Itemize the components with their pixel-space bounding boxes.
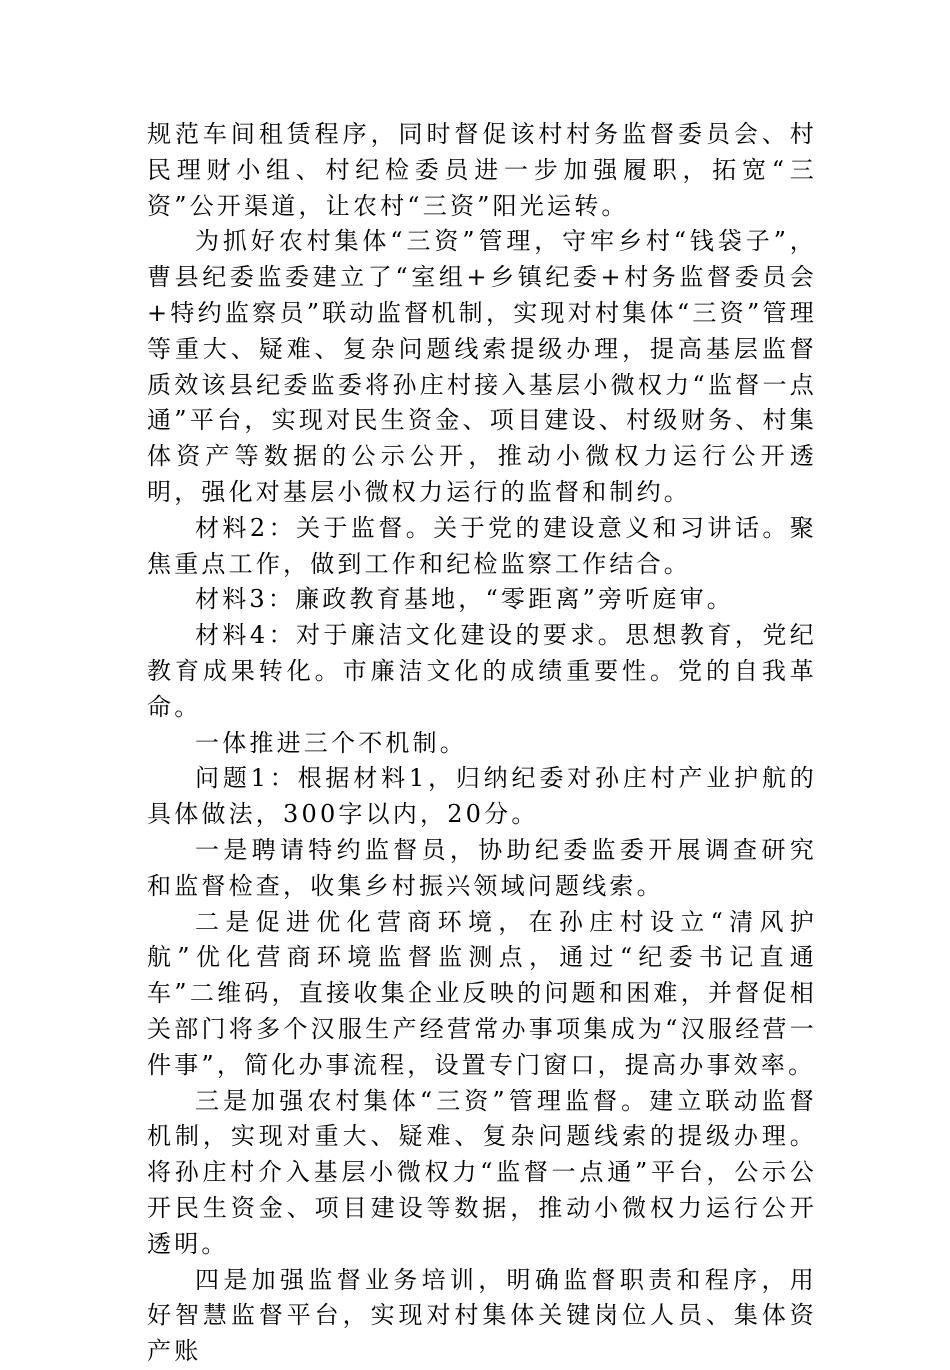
paragraph: 为抓好农村集体“三资”管理，守牢乡村“钱袋子”，曹县纪委监委建立了“室组+乡镇纪委+村务监督委员会+特约监察员”联动监督机制，实现对村集体“三资”管理等重大、疑难、复杂问题线索提级办理，提高基层监督质效该县纪委监委将孙庄村接入基层小微权力“监督一点通”平台，实现对民生资金、项目建设、村级财务、村集体资产等数据的公示公开，推动小微权力运行公开透明，强化对基层小微权力运行的监督和制约。 [147,227,817,506]
paragraph: 材料3：廉政教育基地，“零距离”旁听庭审。 [195,585,735,614]
paragraph: 四是加强监督业务培训，明确监督职责和程序，用好智慧监督平台，实现对村集体关键岗位人员、集体资产账 [147,1265,817,1366]
paragraph: 材料2：关于监督。关于党的建设意义和习讲话。聚焦重点工作，做到工作和纪检监察工作结合。 [147,513,817,578]
paragraph: 问题1：根据材料1，归纳纪委对孙庄村产业护航的具体做法，300字以内，20分。 [147,764,817,829]
paragraph: 规范车间租赁程序，同时督促该村村务监督委员会、村民理财小组、村纪检委员进一步加强履职，拓宽“三资”公开渠道，让农村“三资”阳光运转。 [147,120,817,220]
document-body [147,117,817,1370]
paragraph: 三是加强农村集体“三资”管理监督。建立联动监督机制，实现对重大、疑难、复杂问题线索的提级办理。将孙庄村介入基层小微权力“监督一点通”平台，公示公开民生资金、项目建设等数据，推动小微权力运行公开透明。 [147,1086,817,1258]
paragraph: 材料4：对于廉洁文化建设的要求。思想教育，党纪教育成果转化。市廉洁文化的成绩重要性。党的自我革命。 [147,621,817,721]
paragraph: 一体推进三个不机制。 [195,728,467,757]
paragraph: 一是聘请特约监督员，协助纪委监委开展调查研究和监督检查，收集乡村振兴领域问题线索。 [147,835,817,900]
paragraph: 二是促进优化营商环境，在孙庄村设立“清风护航”优化营商环境监督监测点，通过“纪委书记直通车”二维码，直接收集企业反映的问题和困难，并督促相关部门将多个汉服生产经营常办事项集成为“汉服经营一件事”，简化办事流程，设置专门窗口，提高办事效率。 [147,907,817,1079]
